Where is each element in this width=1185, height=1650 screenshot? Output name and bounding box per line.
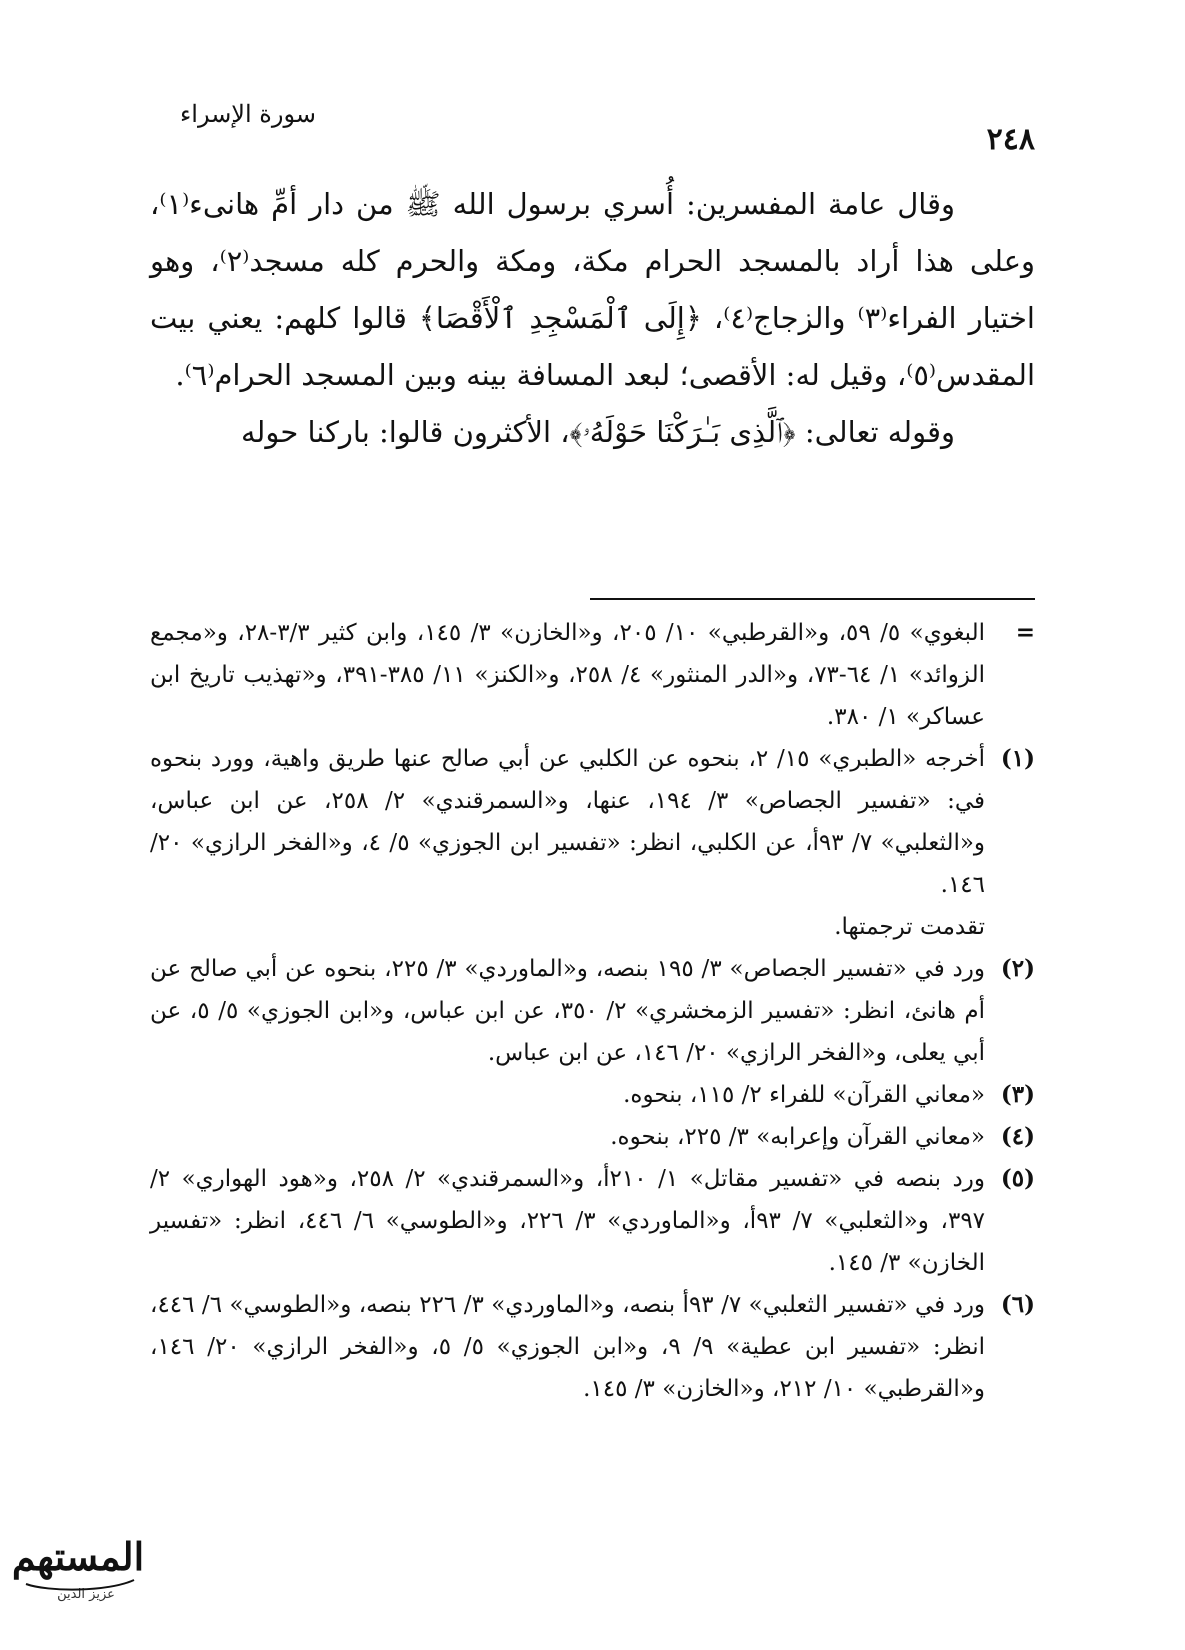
footnote-1-note: تقدمت ترجمتها. (834, 914, 985, 940)
footnote-text: ورد بنصه في «تفسير مقاتل» ١/ ٢١٠أ، و«السمرقندي» ٢/ ٢٥٨، و«هود الهواري» ٢/ ٣٩٧، و«الثعلبي» ٧/ ٩٣أ، و«الماوردي» ٣/ ٢٢٦، و«الطوسي» ٦/ ٤٤٦، انظر: «تفسير الخازن» ٣/ ١٤٥. (150, 1166, 986, 1276)
footnote-marker: = (1015, 619, 1035, 646)
footnote-text: البغوي» ٥/ ٥٩، و«القرطبي» ١٠/ ٢٠٥، و«الخازن» ٣/ ١٤٥، وابن كثير ٣/٣-٢٨، و«مجمع الزوائد» ١/ ٦٤-٧٣، و«الدر المنثور» ٤/ ٢٥٨، و«الكنز» ١١/ ٣٨٥-٣٩١، و«تهذيب تاريخ ابن عساكر» ١/ ٣٨٠. (150, 620, 986, 730)
footnote-marker: (٤) (1000, 1123, 1035, 1150)
footnote-text: «معاني القرآن» للفراء ٢/ ١١٥، بنحوه. (623, 1082, 985, 1108)
page-number: ٢٤٨ (986, 122, 1035, 157)
footnote-6 (150, 1284, 1035, 1410)
main-paragraph-1: وقال عامة المفسرين: أُسري برسول الله ﷺ من دار أمِّ هانىء⁽١⁾، وعلى هذا أراد بالمسجد الحرام مكة، ومكة والحرم كله مسجد⁽٢⁾، وهو اختيار الفراء⁽٣⁾ والزجاج⁽٤⁾، ﴿إِلَى ٱلْمَسْجِدِ ٱلْأَقْصَا﴾ قالوا كلهم: يعني بيت المقدس⁽٥⁾، وقيل له: الأقصى؛ لبعد المسافة بينه وبين المسجد الحرام⁽٦⁾. (150, 187, 1036, 392)
footnote-4 (150, 1116, 1035, 1158)
footnote-2 (150, 948, 1035, 1074)
footnote-marker: (٦) (1000, 1291, 1035, 1318)
footnote-3 (150, 1074, 1035, 1116)
running-title: سورة الإسراء (180, 100, 316, 128)
footnote-text: «معاني القرآن وإعرابه» ٣/ ٢٢٥، بنحوه. (610, 1124, 985, 1150)
footnote-text: ورد في «تفسير الثعلبي» ٧/ ٩٣أ بنصه، و«الماوردي» ٣/ ٢٢٦ بنصه، و«الطوسي» ٦/ ٤٤٦، انظر: «تفسير ابن عطية» ٩/ ٩، و«ابن الجوزي» ٥/ ٥، و«الفخر الرازي» ٢٠/ ١٤٦، و«القرطبي» ١٠/ ٢١٢، و«الخازن» ٣/ ١٤٥. (150, 1292, 986, 1402)
footnote-continuation (150, 612, 1035, 738)
footnote-5 (150, 1158, 1035, 1284)
page-header (150, 100, 1035, 160)
footnote-marker: (٢) (1000, 955, 1035, 982)
footnotes (150, 612, 1035, 1410)
footnote-1 (150, 738, 1035, 906)
watermark-main-text: المستهم (11, 1534, 145, 1579)
footnote-text: ورد في «تفسير الجصاص» ٣/ ١٩٥ بنصه، و«الماوردي» ٣/ ٢٢٥، بنحوه عن أبي صالح عن أم هانئ، انظر: «تفسير الزمخشري» ٢/ ٣٥٠، عن ابن عباس، و«ابن الجوزي» ٥/ ٥، عن أبي يعلى، و«الفخر الرازي» ٢٠/ ١٤٦، عن ابن عباس. (150, 956, 986, 1066)
footnote-divider (590, 598, 1035, 600)
footnote-marker: (٣) (1000, 1081, 1035, 1108)
main-paragraph-2: وقوله تعالى: ﴿ٱلَّذِى بَـٰرَكْنَا حَوْلَهُۥ﴾، الأكثرون قالوا: باركنا حوله (240, 415, 955, 449)
footnote-text: أخرجه «الطبري» ١٥/ ٢، بنحوه عن الكلبي عن أبي صالح عنها طريق واهية، وورد بنحوه في: «تفسير الجصاص» ٣/ ١٩٤، عنها، و«السمرقندي» ٢/ ٢٥٨، عن ابن عباس، و«الثعلبي» ٧/ ٩٣أ، عن الكلبي، انظر: «تفسير ابن الجوزي» ٥/ ٤، و«الفخر الرازي» ٢٠/ ١٤٦. (150, 746, 986, 898)
footnote-marker: (٥) (1000, 1165, 1035, 1192)
footnote-marker: (١) (1000, 745, 1035, 772)
watermark-sub-text: عزيز الدين (57, 1587, 115, 1602)
calligraphy-logo-icon (8, 1526, 148, 1608)
main-text (150, 176, 1035, 461)
